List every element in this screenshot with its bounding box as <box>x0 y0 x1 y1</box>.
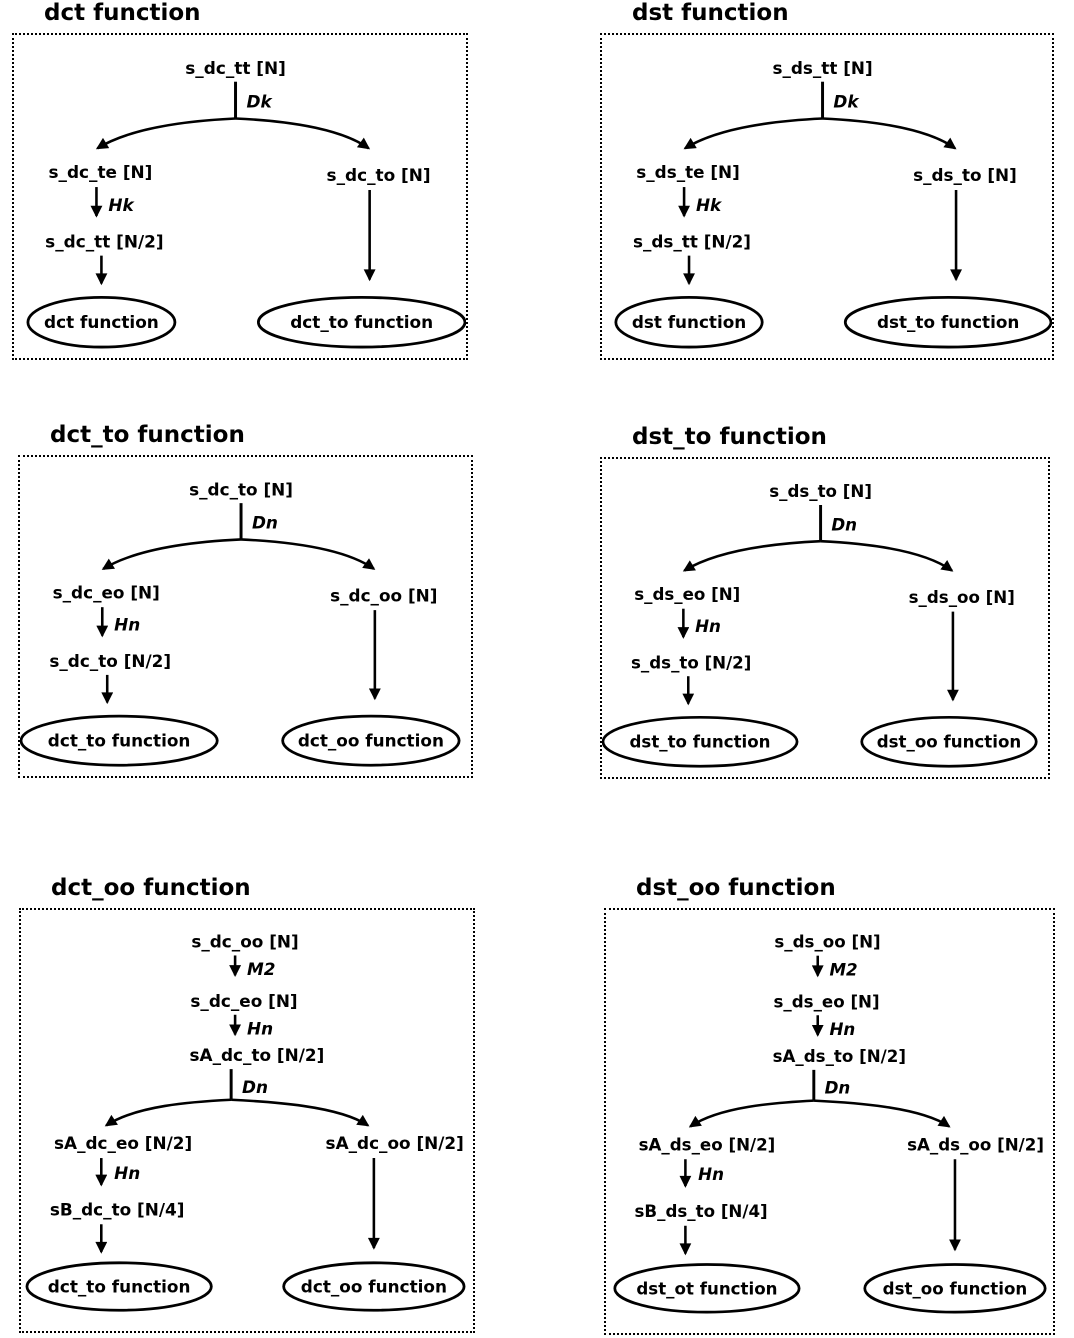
left-branch-curve <box>684 541 820 570</box>
tree-diagram <box>20 457 471 776</box>
right-leaf-label: dct_oo function <box>297 730 444 751</box>
panel-title: dst function <box>632 0 789 26</box>
panel-dct-to <box>18 422 473 778</box>
tree-diagram <box>602 459 1048 777</box>
split-edge-label: Dn <box>242 1076 269 1097</box>
left-grandchild-label: s_ds_to [N/2] <box>631 653 752 673</box>
left-branch-curve <box>685 118 822 148</box>
left-child-label: s_ds_te [N] <box>636 162 740 183</box>
hn-edge-label: Hn <box>829 1019 856 1040</box>
right-branch-curve <box>236 118 369 148</box>
panel-box <box>19 908 475 1333</box>
left-edge-label: Hn <box>695 617 721 637</box>
left-grandchild-label: sB_ds_to [N/4] <box>634 1200 768 1221</box>
root-node-label: s_dc_oo [N] <box>191 931 299 952</box>
right-child-label: s_dc_to [N] <box>326 165 431 186</box>
hn-edge-label: Hn <box>247 1018 274 1039</box>
tree-diagram <box>602 35 1052 358</box>
right-child-label: s_ds_oo [N] <box>908 587 1015 607</box>
left-leaf-label: dst_ot function <box>636 1278 778 1299</box>
panel-box <box>18 455 473 778</box>
m2-edge-label: M2 <box>247 959 276 980</box>
panel-box <box>12 33 468 360</box>
right-branch-curve <box>823 118 956 148</box>
left-edge-label: Hn <box>114 1162 141 1183</box>
left-child-label: s_dc_eo [N] <box>52 582 160 603</box>
left-grandchild-label: s_dc_tt [N/2] <box>45 231 164 252</box>
root-node-label: s_ds_tt [N] <box>772 57 873 78</box>
root-node-label: s_dc_tt [N] <box>185 57 286 78</box>
panel-dct-oo <box>19 875 475 1333</box>
root-node-label: s_ds_oo [N] <box>774 931 881 952</box>
panel-box <box>600 457 1050 779</box>
panel-dst <box>600 0 1054 360</box>
tree-diagram <box>21 910 473 1331</box>
left-branch-curve <box>103 539 241 568</box>
left-branch-curve <box>97 118 235 148</box>
left-leaf-label: dst_to function <box>629 732 771 752</box>
split-edge-label: Dn <box>824 1077 851 1098</box>
right-branch-curve <box>821 541 952 570</box>
root-node-label: s_dc_to [N] <box>189 479 293 500</box>
panel-box <box>600 33 1054 360</box>
mid-node-label: s_dc_eo [N] <box>190 990 298 1011</box>
right-child-label: s_ds_to [N] <box>913 165 1017 186</box>
left-grandchild-label: s_ds_tt [N/2] <box>632 231 752 252</box>
panel-dst-to <box>600 424 1050 779</box>
root-node-label: s_ds_to [N] <box>769 482 872 502</box>
left-child-label: sA_dc_eo [N/2] <box>54 1133 193 1154</box>
right-child-label: s_dc_oo [N] <box>330 585 438 606</box>
split-edge-label: Dn <box>251 512 278 533</box>
right-leaf-label: dst_oo function <box>876 732 1022 752</box>
left-grandchild-label: sB_dc_to [N/4] <box>49 1199 185 1220</box>
left-leaf-label: dct_to function <box>47 1276 191 1297</box>
tree-diagram <box>14 35 466 358</box>
split-edge-label: Dn <box>831 515 858 535</box>
panel-box <box>604 908 1055 1335</box>
left-child-label: s_ds_eo [N] <box>634 584 741 604</box>
tree-diagram <box>606 910 1053 1333</box>
left-leaf-label: dct function <box>44 312 159 333</box>
right-branch-curve <box>231 1100 368 1126</box>
left-edge-label: Hk <box>108 194 134 215</box>
panel-title: dct_oo function <box>51 875 251 901</box>
left-edge-label: Hn <box>698 1163 724 1185</box>
right-leaf-label: dct_to function <box>290 312 434 333</box>
right-branch-curve <box>241 539 374 568</box>
panel-title: dst_oo function <box>636 875 836 901</box>
panel-title: dst_to function <box>632 424 827 450</box>
panel-title: dct function <box>44 0 201 26</box>
mid-node-label: s_ds_eo [N] <box>773 991 880 1012</box>
right-child-label: sA_ds_oo [N/2] <box>907 1134 1044 1155</box>
right-leaf-label: dst_to function <box>876 312 1020 333</box>
left-grandchild-label: s_dc_to [N/2] <box>49 651 172 672</box>
m2-edge-label: M2 <box>829 959 858 980</box>
split-edge-label: Dk <box>246 91 272 112</box>
right-leaf-label: dst_oo function <box>882 1278 1028 1299</box>
panel-dct <box>12 0 468 360</box>
right-branch-curve <box>814 1101 949 1127</box>
left-edge-label: Hk <box>695 194 722 215</box>
presplit-node-label: sA_ds_to [N/2] <box>772 1045 906 1066</box>
right-leaf-label: dct_oo function <box>300 1276 447 1297</box>
left-child-label: sA_ds_eo [N/2] <box>638 1134 776 1155</box>
split-edge-label: Dk <box>833 91 859 112</box>
left-edge-label: Hn <box>114 614 141 635</box>
left-leaf-label: dst function <box>631 312 747 333</box>
panel-title: dct_to function <box>50 422 245 448</box>
panel-dst-oo <box>604 875 1055 1335</box>
left-branch-curve <box>106 1100 231 1126</box>
presplit-node-label: sA_dc_to [N/2] <box>189 1045 325 1066</box>
left-child-label: s_dc_te [N] <box>48 162 153 183</box>
left-branch-curve <box>690 1101 814 1127</box>
right-child-label: sA_dc_oo [N/2] <box>325 1133 464 1154</box>
left-leaf-label: dct_to function <box>47 730 191 751</box>
